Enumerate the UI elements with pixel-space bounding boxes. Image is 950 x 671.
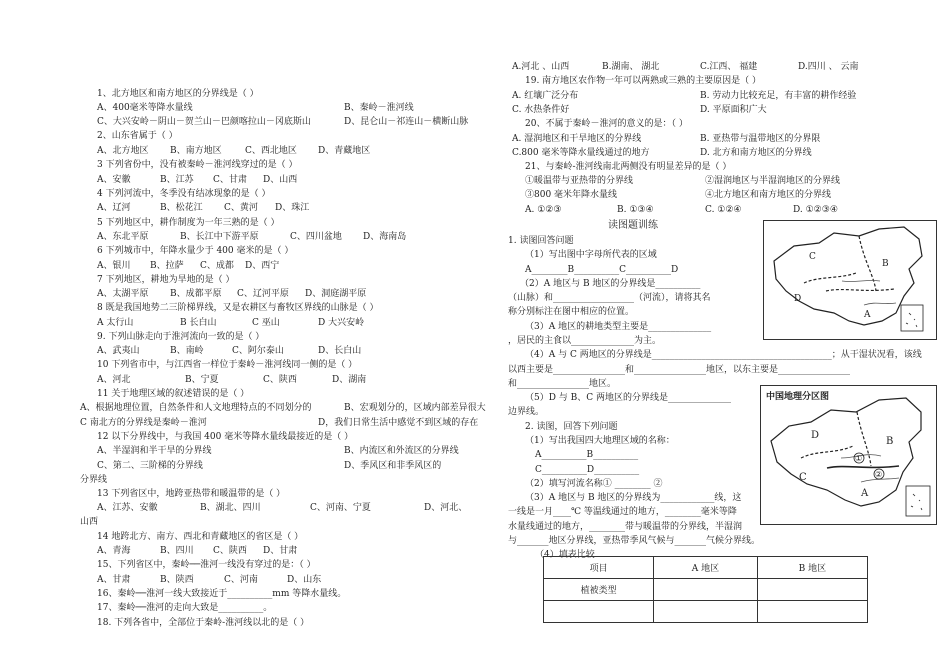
map-1-drawing — [764, 221, 936, 339]
map2-label-a: A — [861, 488, 869, 499]
q13-opt-d: D、河北、 — [424, 503, 468, 513]
q10-opt-c: C、陕西 — [263, 375, 297, 385]
r1-p3b: ，居民的主食以______________为主。 — [508, 336, 662, 346]
q3-opt-b: B、江苏 — [160, 175, 194, 185]
map2-river-2: ② — [875, 470, 883, 479]
q8-stem: 8 既是我国地势二三阶梯界线，又是农耕区与畜牧区界线的山脉是（ ） — [97, 303, 379, 313]
islands — [911, 494, 922, 510]
q14-stem: 14 地跨北方、南方、西北和青藏地区的省区是（ ） — [97, 532, 304, 542]
q16: 16、秦岭──淮河一线大致接近于__________mm 等降水量线。 — [97, 589, 347, 599]
q8-opt-b: B 长白山 — [180, 318, 217, 328]
r1-p4c: 和________________地区。 — [508, 379, 617, 389]
r2-p1b: C__________D__________ — [535, 465, 640, 475]
table-row-empty — [544, 601, 654, 623]
q2-opt-c: C、西北地区 — [245, 146, 297, 156]
r1-p2c: 称分别标注在图中相应的位置。 — [508, 307, 635, 317]
q19-opt-a: A. 红壤广泛分布 — [512, 91, 579, 101]
boundary-line-2 — [801, 446, 853, 458]
map2-label-b: B — [886, 436, 894, 447]
r1-p5b: 边界线。 — [508, 407, 545, 417]
q14-opt-b: B、四川 — [160, 546, 194, 556]
q14-opt-a: A、青海 — [97, 546, 131, 556]
q2-stem: 2、山东省属于（ ） — [97, 131, 178, 141]
q21-item-1: ①暖温带与亚热带的分界线 — [525, 176, 634, 186]
q20-opt-a: A. 湿润地区和干旱地区的分界线 — [512, 134, 642, 144]
q8-opt-d: D 大兴安岭 — [318, 318, 365, 328]
q20-opt-d: D. 北方和南方地区的分界线 — [700, 148, 812, 158]
q10-stem: 10 下列省市中，与江西省一样位于秦岭－淮河线同一侧的是（ ） — [97, 360, 358, 370]
r2-p4: （4）填表比较 — [535, 550, 595, 560]
q3-opt-a: A、安徽 — [97, 175, 131, 185]
south-china-sea-inset — [906, 486, 930, 516]
map1-label-c: C — [809, 252, 816, 262]
qinling-huaihe-line — [826, 289, 894, 291]
q15-opt-c: C、河南 — [224, 575, 258, 585]
q12-opt-a: A、半湿润和半干旱的分界线 — [97, 446, 212, 456]
q4-stem: 4 下列河流中，冬季没有结冰现象的是（ ） — [97, 189, 271, 199]
q18-opt-d: D.四川 、 云南 — [798, 62, 859, 72]
q7-opt-d: D、洞庭湖平原 — [305, 289, 367, 299]
china-outline — [771, 398, 921, 506]
q7-opt-a: A、太湖平原 — [97, 289, 149, 299]
q1-opt-c: C、大兴安岭－阴山－贺兰山－巴颜喀拉山－冈底斯山 — [97, 117, 311, 127]
q2-opt-a: A、北方地区 — [97, 146, 149, 156]
q4-opt-c: C、黄河 — [224, 203, 258, 213]
q15-opt-d: D、山东 — [287, 575, 322, 585]
r1-p2b: （山脉）和__________________（河流），请将其名 — [508, 293, 711, 303]
q13-opt-b: B、湖北、四川 — [200, 503, 261, 513]
q8-opt-a: A 太行山 — [97, 318, 134, 328]
q9-opt-a: A、武夷山 — [97, 346, 140, 356]
q6-opt-b: B、拉萨 — [150, 261, 184, 271]
q3-opt-c: C、甘肃 — [213, 175, 247, 185]
q13-stem: 13 下列省区中，地跨亚热带和暖温带的是（ ） — [97, 489, 286, 499]
r2-p3: （3）A 地区与 B 地区的分界线为____________线，这 — [525, 493, 742, 503]
q21-item-2: ②湿润地区与半湿润地区的分界线 — [705, 176, 841, 186]
q6-opt-d: D、西宁 — [245, 261, 280, 271]
q2-opt-b: B、南方地区 — [170, 146, 222, 156]
q7-stem: 7 下列地区，耕地为旱地的是（ ） — [97, 275, 235, 285]
q15-opt-b: B、陕西 — [160, 575, 194, 585]
q1-stem: 1、北方地区和南方地区的分界线是（ ） — [97, 89, 259, 99]
q17: 17、秦岭──淮河的走向大致是__________。 — [97, 603, 273, 613]
q5-stem: 5 下列地区中，耕作制度为一年三熟的是（ ） — [97, 218, 280, 228]
table-row-label: 植被类型 — [544, 579, 654, 601]
r1-p5: （5）D 与 B、C 两地区的分界线是______________ — [525, 393, 732, 403]
r2-p1a: A__________B__________ — [535, 450, 639, 460]
q7-opt-c: C、辽河平原 — [237, 289, 289, 299]
q12-opt-d: D、季风区和非季风区的 — [344, 461, 442, 471]
r2-p1: （1）写出我国四大地理区域的名称： — [525, 436, 675, 446]
q21-item-4: ④北方地区和南方地区的分界线 — [705, 190, 832, 200]
islands — [906, 313, 917, 327]
r1-p2: （2）A 地区与 B 地区的分界线是__________ — [520, 279, 701, 289]
south-china-sea-inset — [901, 305, 923, 331]
q10-opt-d: D、湖南 — [332, 375, 367, 385]
q5-opt-a: A、东北平原 — [97, 232, 149, 242]
section-title: 读图题训练 — [608, 220, 658, 231]
map-2-drawing — [761, 386, 936, 524]
map2-river-1: ① — [855, 454, 863, 463]
compare-table — [543, 556, 868, 623]
q21-opt-c: C. ①②④ — [705, 205, 742, 215]
q14-opt-d: D、甘肃 — [263, 546, 298, 556]
r1-p1a: A________B__________C__________D — [525, 265, 679, 275]
q19-stem: 19. 南方地区农作物一年可以两熟或三熟的主要原因是（ ） — [525, 76, 762, 86]
q5-opt-d: D、海南岛 — [363, 232, 407, 242]
q21-opt-a: A. ①②③ — [525, 205, 562, 215]
q11-opt-b: B、宏观划分的，区域内部差异很大 — [344, 403, 486, 413]
q20-opt-c: C.800 毫米等降水量线通过的地方 — [512, 148, 650, 158]
boundary-line — [859, 236, 876, 291]
r2-p3c: 水量线通过的地方，________带与暖温带的分界线，半湿润 — [508, 522, 743, 532]
q11-opt-d: D，我们日常生活中感觉不到区域的存在 — [318, 418, 479, 428]
q6-stem: 6 下列城市中，年降水量少于 400 毫米的是（ ） — [97, 246, 294, 256]
q7-opt-b: B、成都平原 — [170, 289, 222, 299]
q15-opt-a: A、甘肃 — [97, 575, 131, 585]
q12-opt-b: B、内流区和外流区的分界线 — [344, 446, 459, 456]
q4-opt-b: B、松花江 — [160, 203, 203, 213]
q19-opt-d: D. 平原面积广大 — [700, 105, 767, 115]
q12-stem: 12 以下分界线中，与我国 400 毫米等降水量线最接近的是（ ） — [97, 432, 354, 442]
china-outline — [774, 227, 922, 325]
q11-stem: 11 关于地理区域的叙述错误的是（ ） — [97, 389, 250, 399]
q1-opt-a: A、400毫米等降水量线 — [97, 103, 193, 113]
q3-stem: 3 下列省份中，没有被秦岭－淮河线穿过的是（ ） — [97, 160, 298, 170]
q5-opt-b: B、长江中下游平原 — [180, 232, 259, 242]
q12-opt-d-cont: 分界线 — [80, 475, 108, 485]
q21-stem: 21、与秦岭-淮河线南北两侧没有明显差异的是（ ） — [525, 162, 732, 172]
table-header-item: 项目 — [544, 557, 654, 579]
q8-opt-c: C 巫山 — [252, 318, 280, 328]
map1-label-d: D — [794, 294, 802, 304]
q1-opt-b: B、秦岭－淮河线 — [344, 103, 414, 113]
q21-item-3: ③800 毫米年降水量线 — [525, 190, 618, 200]
r1-p4b: 以西主要是________________和________________地区，以东主要是________________ — [508, 365, 851, 375]
r1-p1: （1）写出图中字母所代表的区域 — [525, 250, 657, 260]
table-header-a: A 地区 — [654, 557, 757, 579]
q4-opt-d: D、珠江 — [275, 203, 310, 213]
q19-opt-b: B. 劳动力比较充足，有丰富的耕作经验 — [700, 91, 857, 101]
q19-opt-c: C. 水热条件好 — [512, 105, 570, 115]
r2-p3d: 与_______地区分界线，亚热带季风气候与_______气候分界线。 — [508, 536, 761, 546]
q21-opt-d: D. ①②③④ — [793, 205, 838, 215]
q20-opt-b: B. 亚热带与温带地区的分界限 — [700, 134, 821, 144]
q10-opt-b: B、宁夏 — [185, 375, 219, 385]
q14-opt-c: C、陕西 — [213, 546, 247, 556]
q18-opt-b: B.湖南、 湖北 — [602, 62, 660, 72]
map1-label-b: B — [882, 259, 889, 269]
r2-p2: （2）填写河流名称① ________ ② — [525, 479, 663, 489]
r1-p3: （3）A 地区的耕地类型主要是______________ — [525, 322, 712, 332]
q6-opt-c: C、成都 — [200, 261, 234, 271]
map2-title: 中国地理分区图 — [766, 392, 830, 402]
map1-label-a: A — [864, 310, 871, 320]
q3-opt-d: D、山西 — [263, 175, 298, 185]
q18-opt-a: A.河北 、山西 — [512, 62, 570, 72]
china-region-map-1 — [763, 220, 937, 340]
q15-stem: 15、下列省区中，秦岭──淮河一线没有穿过的是：（ ） — [97, 560, 316, 570]
q18-stem: 18. 下列各省中，全部位于秦岭-淮河线以北的是（ ） — [97, 618, 310, 628]
q21-opt-b: B. ①③④ — [617, 205, 654, 215]
q1-opt-d: D、昆仑山－祁连山－横断山脉 — [344, 117, 469, 127]
qinling-huaihe-line — [827, 466, 899, 468]
q6-opt-a: A、银川 — [97, 261, 131, 271]
china-region-map-2 — [760, 385, 937, 525]
table-header-b: B 地区 — [757, 557, 867, 579]
table-cell-b — [757, 579, 867, 601]
q9-opt-c: C、阿尔泰山 — [232, 346, 284, 356]
q4-opt-a: A、辽河 — [97, 203, 131, 213]
river — [864, 303, 896, 305]
q10-opt-a: A、河北 — [97, 375, 131, 385]
q13-opt-c: C、河南、宁夏 — [310, 503, 371, 513]
q20-stem: 20、不属于秦岭－淮河的意义的是：（ ） — [525, 119, 688, 129]
q2-opt-d: D、青藏地区 — [318, 146, 371, 156]
q13-opt-a: A、江苏、安徽 — [97, 503, 158, 513]
q5-opt-c: C、四川盆地 — [290, 232, 342, 242]
q12-opt-c: C、第二、三阶梯的分界线 — [97, 461, 203, 471]
q11-opt-c: C 南北方的分界线是秦岭－淮河 — [80, 418, 207, 428]
q9-opt-b: B、南岭 — [170, 346, 204, 356]
q13-opt-d-cont: 山西 — [80, 517, 99, 527]
q9-stem: 9. 下列山脉走向于淮河流向一致的是（ ） — [97, 332, 265, 342]
q11-opt-a: A、根据地理位置，自然条件和人文地理特点的不同划分的 — [80, 403, 312, 413]
q9-opt-d: D、长白山 — [318, 346, 362, 356]
map2-label-c: C — [799, 472, 807, 483]
table-cell-a — [654, 579, 757, 601]
r2-p3b: 一线是一月____℃ 等温线通过的地方，________毫米等降 — [508, 507, 737, 517]
q18-opt-c: C.江西、 福建 — [700, 62, 758, 72]
map2-label-d: D — [811, 430, 820, 441]
r1-p4: （4）A 与 C 两地区的分界线是________________________________________；从干湿状况看，该线 — [525, 350, 922, 360]
r1-stem: 1. 读图回答问题 — [508, 236, 574, 246]
r2-stem: 2. 读图，回答下列问题 — [525, 422, 618, 432]
